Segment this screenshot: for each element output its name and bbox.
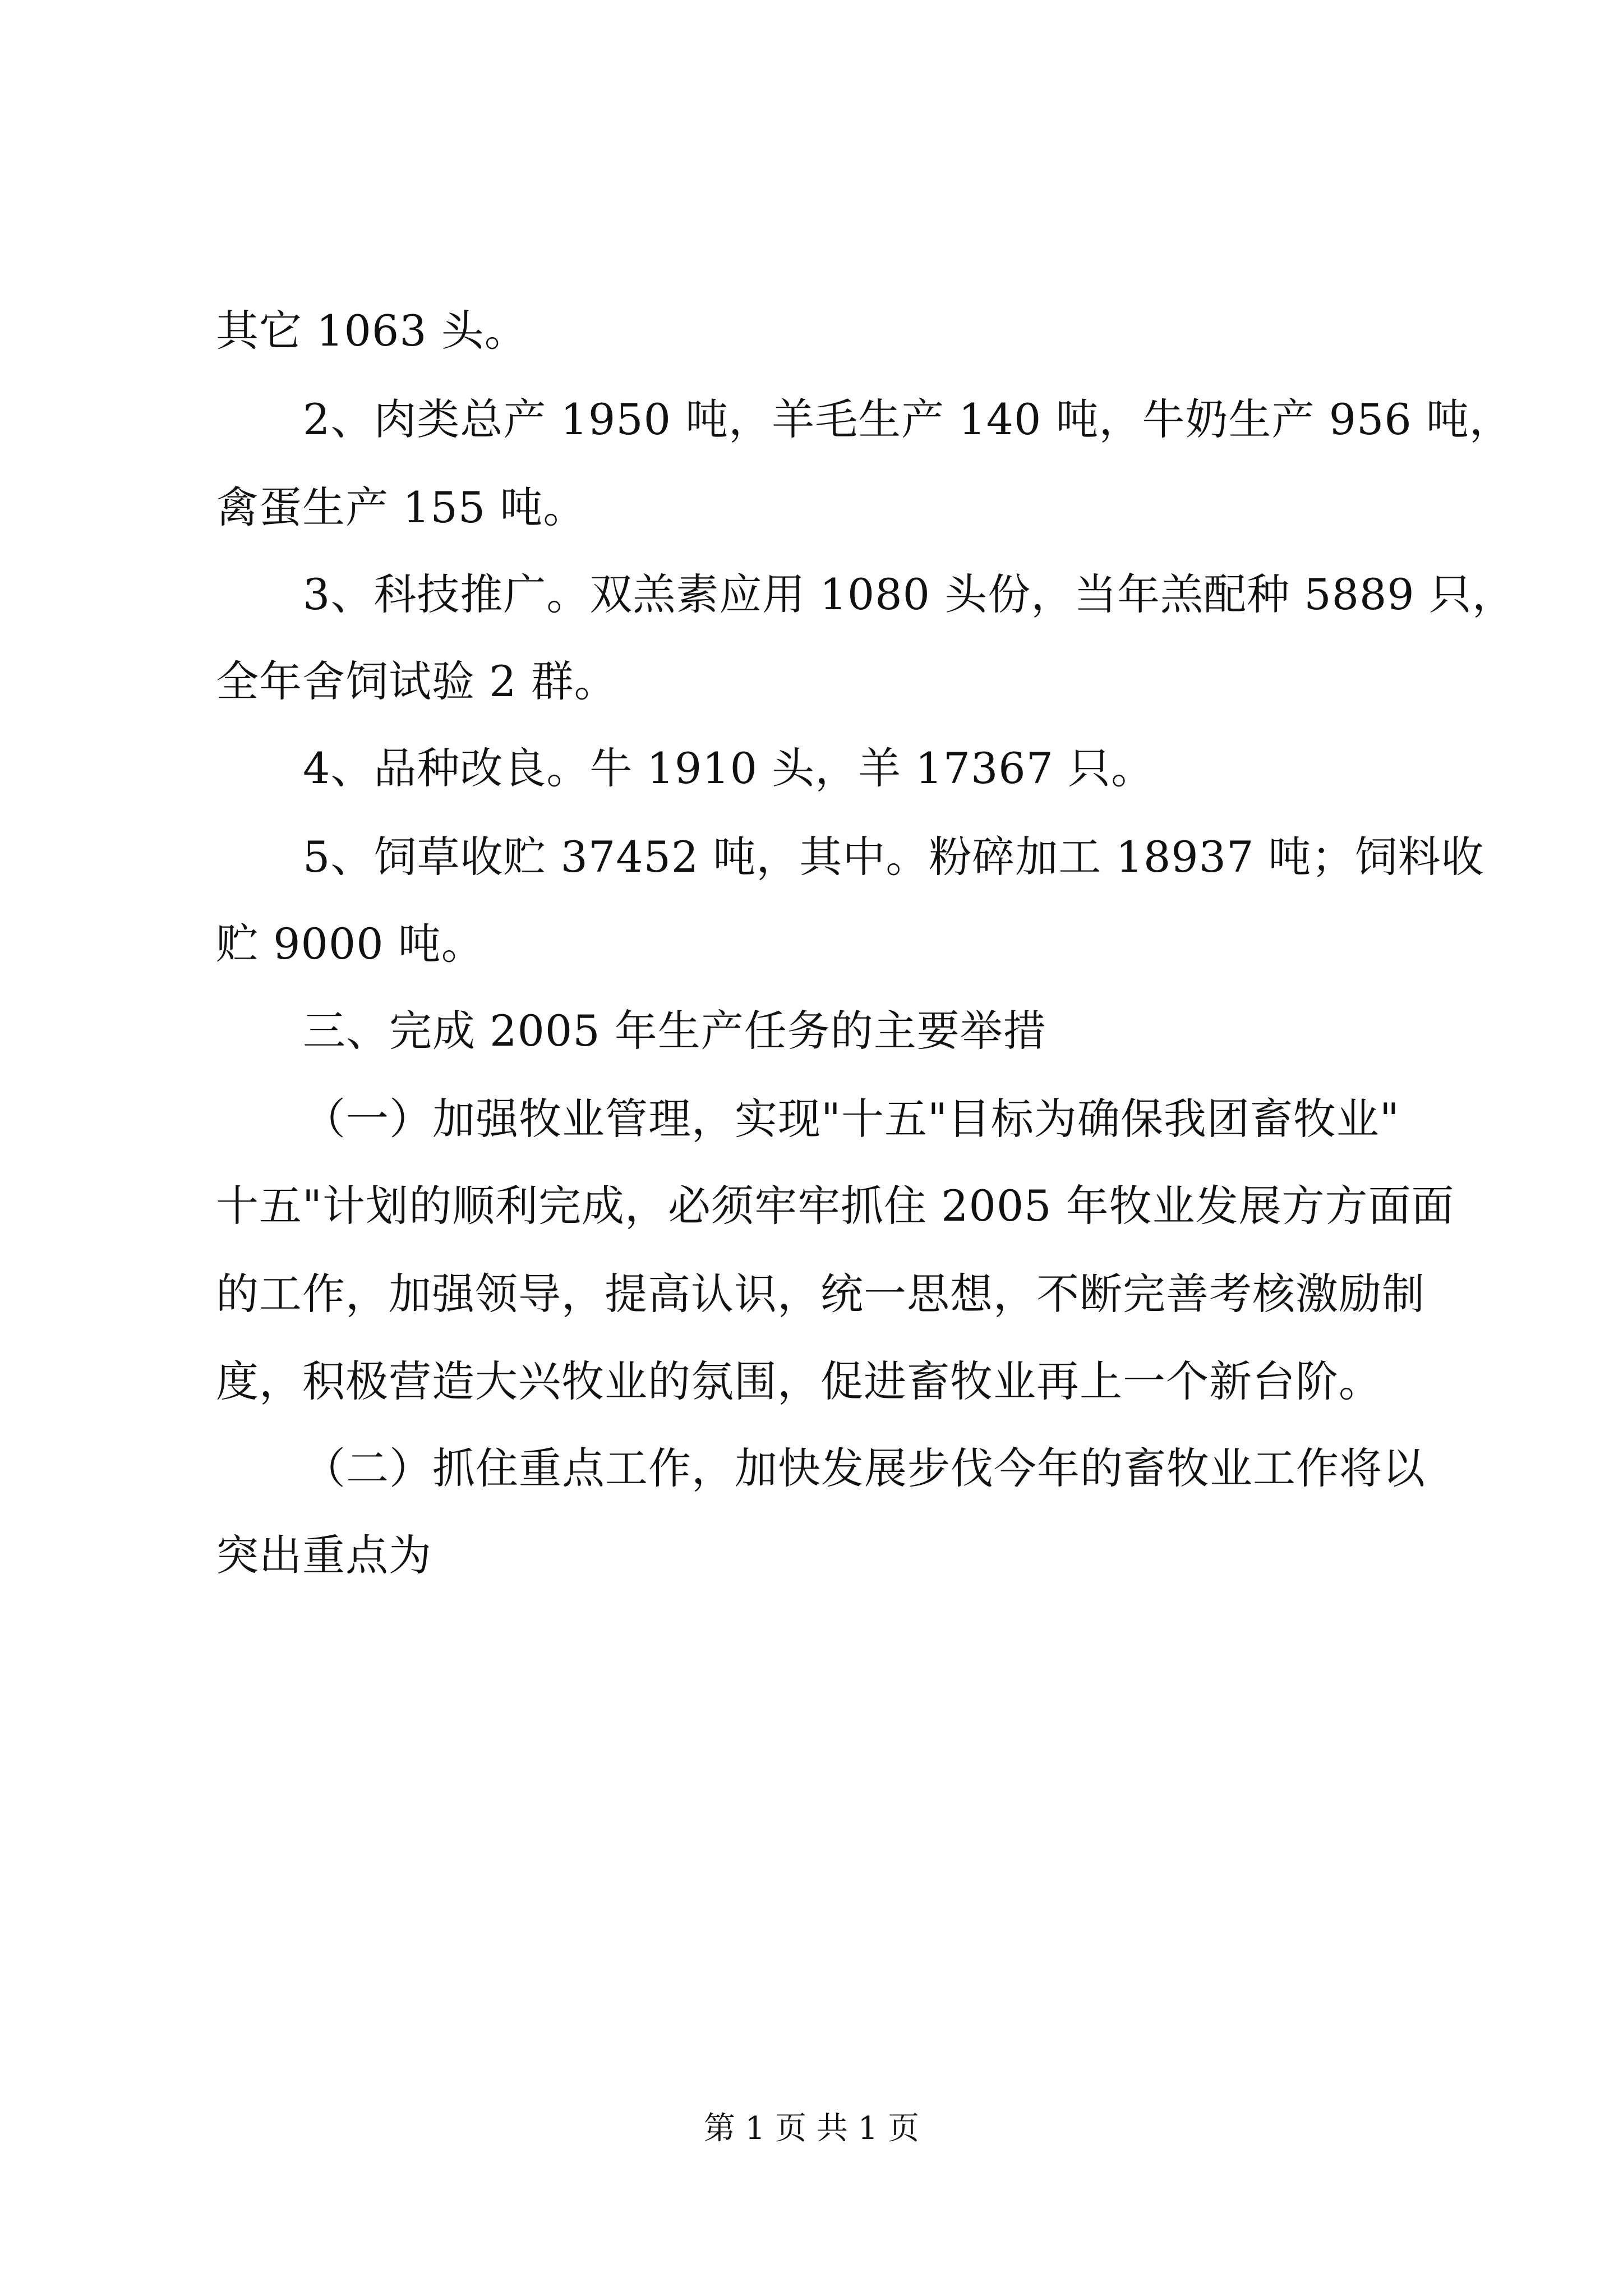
text-line: 禽蛋生产 155 吨。: [216, 482, 587, 532]
text-line: 十五"计划的顺利完成，必须牢牢抓住 2005 年牧业发展方方面面: [216, 1181, 1455, 1231]
text-line: 全年舍饲试验 2 群。: [216, 656, 617, 706]
text-line: 其它 1063 头。: [216, 306, 528, 356]
text-line: （二）抓住重点工作，加快发展步伐今年的畜牧业工作将以: [303, 1443, 1426, 1493]
text-line: 4、品种改良。牛 1910 头，羊 17367 只。: [303, 743, 1155, 793]
text-line: 3、科技推广。双羔素应用 1080 头份，当年羔配种 5889 只，: [303, 569, 1515, 619]
text-line: 贮 9000 吨。: [216, 919, 485, 969]
text-line: 度，积极营造大兴牧业的氛围，促进畜牧业再上一个新台阶。: [216, 1356, 1382, 1406]
text-line: 2、肉类总产 1950 吨，羊毛生产 140 吨，牛奶生产 956 吨，: [303, 394, 1513, 444]
text-line: 的工作，加强领导，提高认识，统一思想，不断完善考核激励制: [216, 1269, 1425, 1319]
text-line: 突出重点为: [216, 1530, 432, 1580]
text-line: （一）加强牧业管理，实现"十五"目标为确保我团畜牧业": [303, 1094, 1400, 1144]
page-number-footer: 第 1 页 共 1 页: [703, 2110, 920, 2147]
section-heading: 三、完成 2005 年生产任务的主要举措: [303, 1006, 1046, 1056]
text-line: 5、饲草收贮 37452 吨，其中。粉碎加工 18937 吨；饲料收: [303, 832, 1484, 882]
